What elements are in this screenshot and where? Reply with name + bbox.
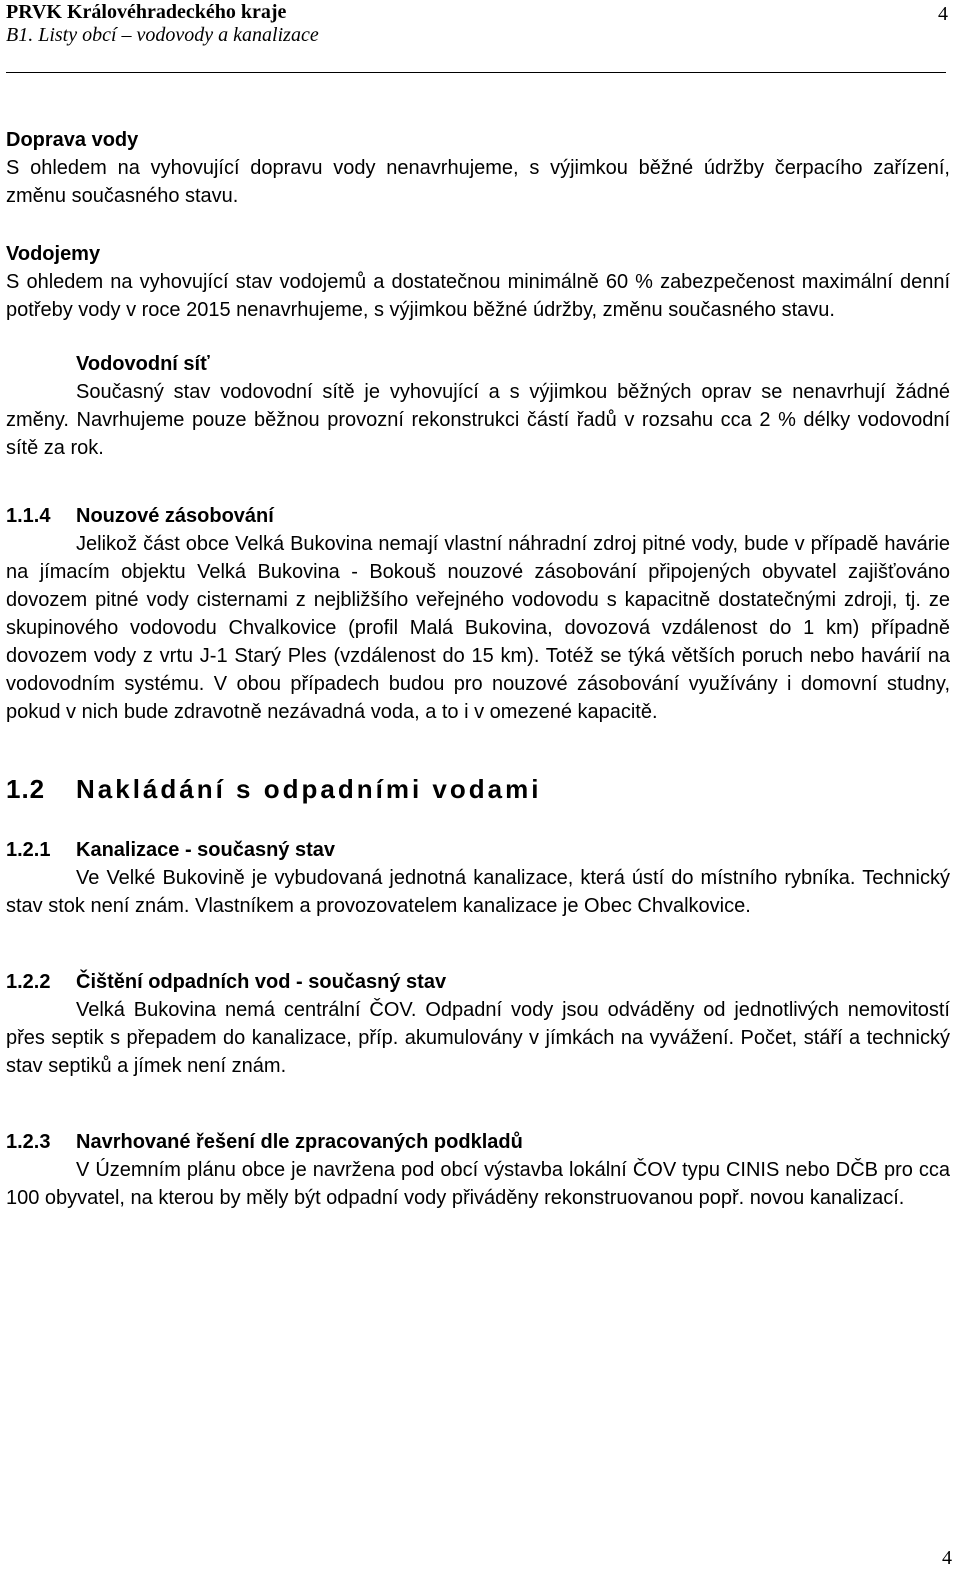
section-number: 1.2 (6, 774, 46, 804)
section-cisteni (6, 968, 950, 1080)
header-page-number: 4 (938, 3, 948, 25)
chapter-heading (6, 772, 950, 806)
section-navrhovane-reseni (6, 1128, 950, 1212)
header-divider (6, 72, 946, 73)
section-title: Nouzové zásobování (76, 505, 274, 527)
section-heading: Doprava vody (6, 129, 139, 151)
paragraph: Současný stav vodovodní sítě je vyhovující a s výjimkou běžných oprav se nenavrhují žádné změny. Navrhujeme pouze běžnou provozní rekonstrukci částí řadů v rozsahu cca 2 % délky vodovodní sítě za rok. (6, 381, 950, 459)
section-heading (6, 1128, 950, 1156)
paragraph: Velká Bukovina nemá centrální ČOV. Odpadní vody jsou odváděny od jednotlivých nemovitostí přes septik s přepadem do kanalizace, příp. akumulovány v jímkách na vyvážení. Počet, stáří a technický stav septiků a jímek není znám. (6, 999, 950, 1077)
paragraph: S ohledem na vyhovující stav vodojemů a dostatečnou minimálně 60 % zabezpečenost maximální denní potřeby vody v roce 2015 nenavrhujeme, s výjimkou běžné údržby, změnu současného stavu. (6, 271, 950, 321)
section-number: 1.1.4 (6, 505, 51, 527)
section-heading (6, 502, 950, 530)
section-nakladani-s-odpadnimi-vodami (6, 772, 950, 806)
header-subtitle: B1. Listy obcí – vodovody a kanalizace (6, 24, 319, 46)
section-title: Nakládání s odpadními vodami (76, 774, 542, 804)
section-title: Kanalizace - současný stav (76, 839, 336, 861)
section-heading (6, 836, 950, 864)
section-kanalizace (6, 836, 950, 920)
section-heading: Vodovodní síť (76, 353, 210, 375)
section-number: 1.2.3 (6, 1131, 51, 1153)
paragraph: Jelikož část obce Velká Bukovina nemají vlastní náhradní zdroj pitné vody, bude v případě havárie na jímacím objektu Velká Bukovina - Bokouš nouzové zásobování připojených obyvatel zajišťováno dovozem pitné vody cisternami z nejbližšího veřejného vodovodu s kapacitně dostatečnými zdroji, tj. ze skupinového vodovodu Chvalkovice (profil Malá Bukovina, dovozová vzdálenost do 1 km) případně dovozem vody z vrtu J-1 Starý Ples (vzdálenost do 15 km). Totéž se týká větších poruch nebo havárií na vodovodním systému. V obou případech budou pro nouzové zásobování využívány i domovní studny, pokud v nich bude zdravotně nezávadná voda, a to i v omezené kapacitě. (6, 533, 950, 723)
footer-page-number: 4 (942, 1547, 952, 1569)
paragraph: Ve Velké Bukovině je vybudovaná jednotná kanalizace, která ústí do místního rybníka. Technický stav stok není znám. Vlastníkem a provozovatelem kanalizace je Obec Chvalkovice. (6, 867, 950, 917)
section-number: 1.2.1 (6, 839, 51, 861)
section-number: 1.2.2 (6, 971, 51, 993)
section-nouzove-zasobovani (6, 502, 950, 726)
section-title: Čištění odpadních vod - současný stav (76, 971, 447, 993)
section-vodojemy (6, 240, 950, 324)
header-title: PRVK Královéhradeckého kraje (6, 1, 287, 23)
section-heading (6, 968, 950, 996)
section-heading: Vodojemy (6, 243, 101, 265)
section-doprava-vody (6, 126, 950, 210)
section-title: Navrhované řešení dle zpracovaných podkladů (76, 1131, 523, 1153)
paragraph: S ohledem na vyhovující dopravu vody nenavrhujeme, s výjimkou běžné údržby čerpacího zařízení, změnu současného stavu. (6, 157, 950, 207)
document-body (6, 126, 950, 1212)
section-vodovodni-sit (6, 350, 950, 378)
paragraph: V Územním plánu obce je navržena pod obcí výstavba lokální ČOV typu CINIS nebo DČB pro cca 100 obyvatel, na kterou by měly být odpadní vody přiváděny rekonstruovanou popř. novou kanalizací. (6, 1159, 950, 1209)
